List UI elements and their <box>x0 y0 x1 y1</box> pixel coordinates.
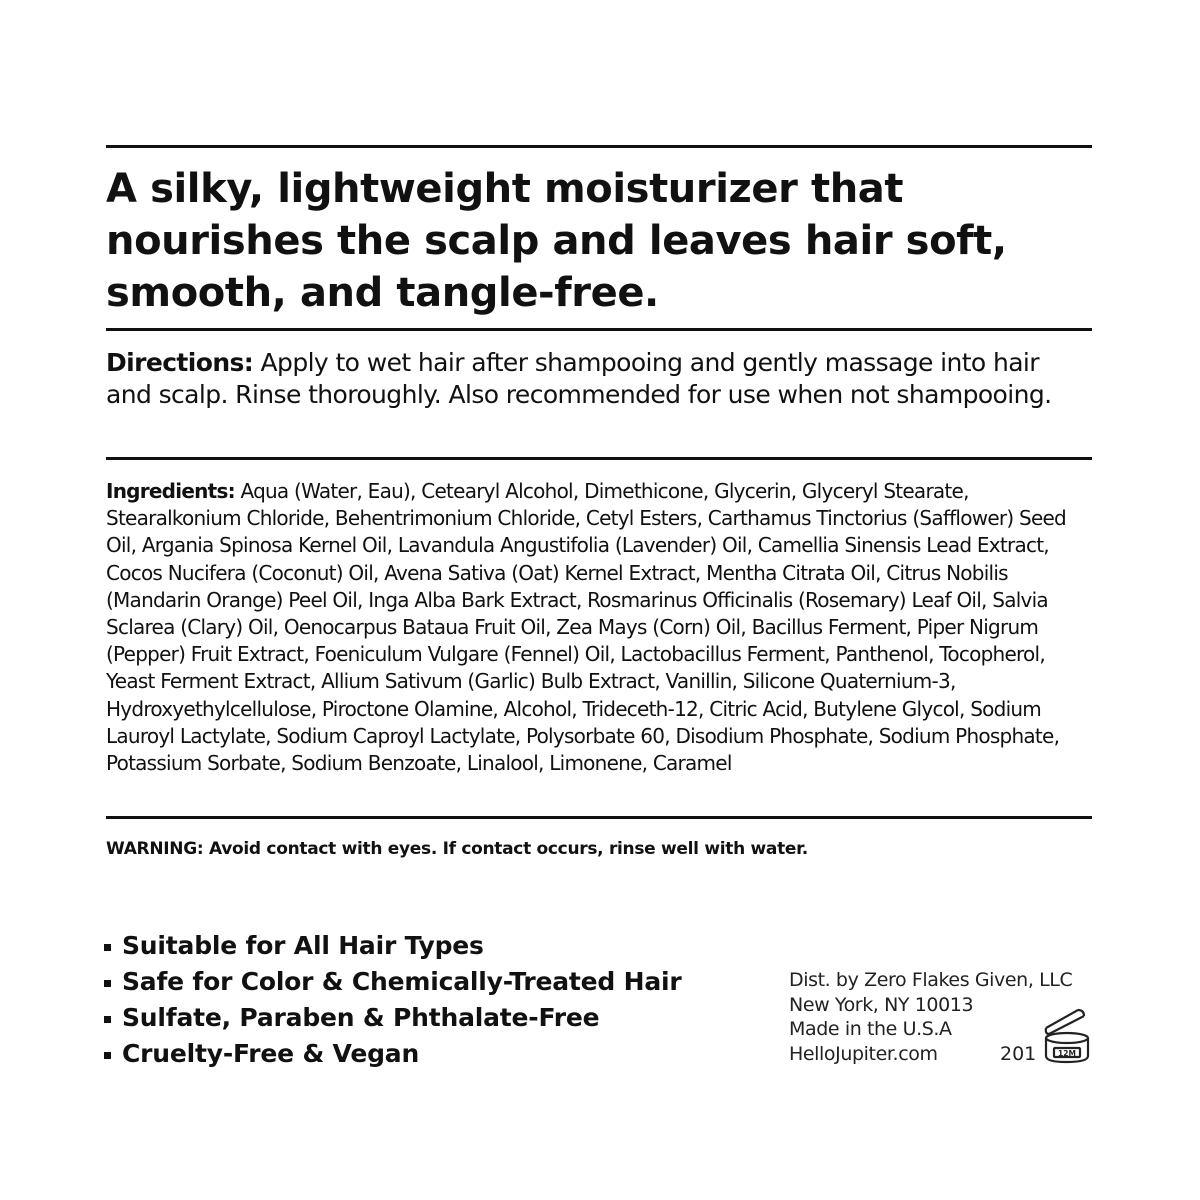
directions-paragraph <box>106 347 1086 411</box>
origin-line: Made in the U.S.A <box>789 1018 952 1040</box>
directions-text: Apply to wet hair after shampooing and gently massage into hair and scalp. Rinse thoroughly. Also recommended for use when not shampooing. <box>106 348 1052 409</box>
feature-item <box>104 999 682 1035</box>
feature-item <box>104 927 682 963</box>
top-divider <box>106 145 1092 148</box>
ingredients-text: Aqua (Water, Eau), Cetearyl Alcohol, Dimethicone, Glycerin, Glyceryl Stearate, Stearalkonium Chloride, Behentrimonium Chloride, Cetyl Esters, Carthamus Tinctorius (Safflower) Seed Oil, Argania Spinosa Kernel Oil, Lavandula Angustifolia (Lavender) Oil, Camellia Sinensis Lead Extract, Cocos Nucifera (Coconut) Oil, Avena Sativa (Oat) Kernel Extract, Mentha Citrata Oil, Citrus Nobilis (Mandarin Orange) Peel Oil, Inga Alba Bark Extract, Rosmarinus Officinalis (Rosemary) Leaf Oil, Salvia Sclarea (Clary) Oil, Oenocarpus Bataua Fruit Oil, Zea Mays (Corn) Oil, Bacillus Ferment, Piper Nigrum (Pepper) Fruit Extract, Foeniculum Vulgare (Fennel) Oil, Lactobacillus Ferment, Panthenol, Tocopherol, Yeast Ferment Extract, Allium Sativum (Garlic) Bulb Extract, Vanillin, Silicone Quaternium-3, Hydroxyethylcellulose, Piroctone Olamine, Alcohol, Trideceth-12, Citric Acid, Butylene Glycol, Sodium Lauroyl Lactylate, Sodium Caproyl Lactylate, Polysorbate 60, Disodium Phosphate, Sodium Phosphate, Potassium Sorbate, Sodium Benzoate, Linalool, Limonene, Caramel <box>106 479 1066 776</box>
warning-text: WARNING: Avoid contact with eyes. If contact occurs, rinse well with water. <box>106 839 808 859</box>
bullet-icon <box>104 944 111 951</box>
open-jar-icon <box>1040 1004 1094 1066</box>
feature-list <box>104 927 682 1071</box>
feature-label: Sulfate, Paraben & Phthalate-Free <box>122 1002 600 1032</box>
feature-label: Safe for Color & Chemically-Treated Hair <box>122 966 682 996</box>
ingredients-paragraph <box>106 478 1092 777</box>
website-line: HelloJupiter.com <box>789 1042 938 1065</box>
bullet-icon <box>104 980 111 987</box>
distributor-line: Dist. by Zero Flakes Given, LLC <box>789 969 1073 991</box>
distributor-address: New York, NY 10013 <box>789 993 974 1016</box>
headline-divider <box>106 328 1092 331</box>
feature-item <box>104 963 682 999</box>
feature-label: Cruelty-Free & Vegan <box>122 1038 420 1068</box>
feature-item <box>104 1035 682 1071</box>
directions-label: Directions: <box>106 348 254 377</box>
directions-divider <box>106 457 1092 460</box>
bullet-icon <box>104 1052 111 1059</box>
pao-period-label: 12M <box>1058 1049 1076 1058</box>
ingredients-divider <box>106 816 1092 819</box>
ingredients-label: Ingredients: <box>106 479 235 503</box>
feature-label: Suitable for All Hair Types <box>122 930 484 960</box>
batch-number: 201 <box>1000 1043 1037 1065</box>
bullet-icon <box>104 1016 111 1023</box>
product-headline: A silky, lightweight moisturizer that nourishes the scalp and leaves hair soft, smooth, and tangle-free. <box>106 166 1007 316</box>
